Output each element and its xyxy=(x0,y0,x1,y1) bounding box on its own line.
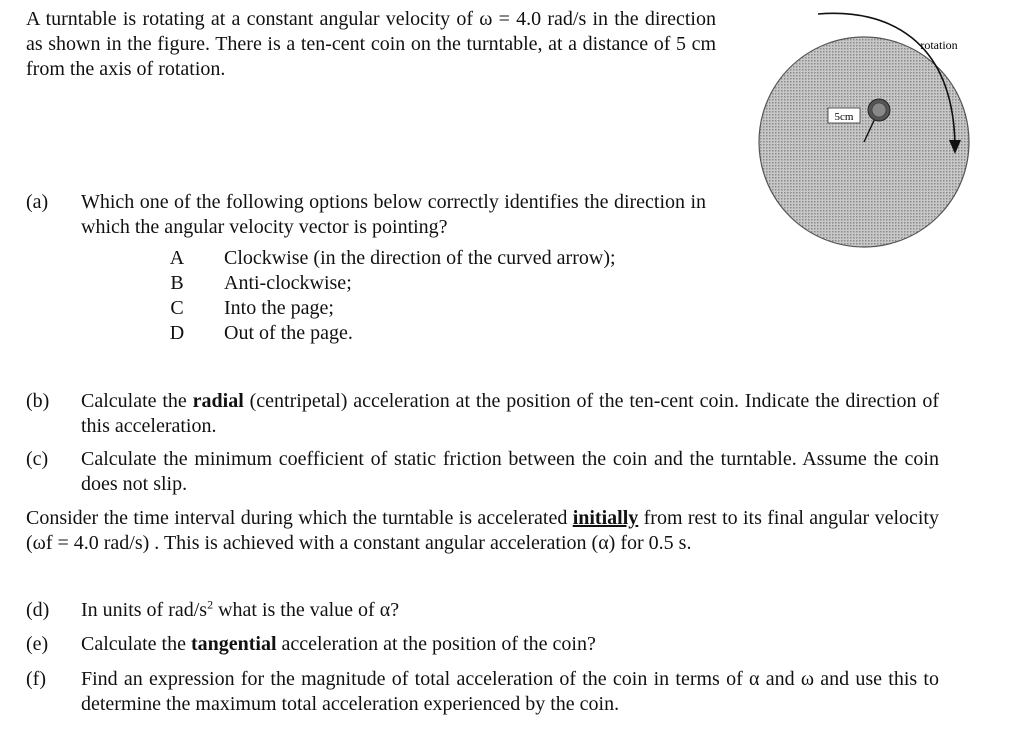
question-a-text: Which one of the following options below correctly identifies the direction in which the angular velocity vector is pointing? xyxy=(81,191,706,238)
option-a-letter: A xyxy=(169,247,185,269)
question-d-sup: 2 xyxy=(207,597,214,612)
question-e-label: (e) xyxy=(26,633,49,655)
question-b-post: (centripetal) acceleration at the position of the ten-cent coin. Indicate the direction of this acceleration. xyxy=(81,390,939,437)
question-b-pre: Calculate the xyxy=(81,390,193,412)
question-d-label: (d) xyxy=(26,599,50,621)
question-e-text xyxy=(81,632,939,657)
radius-label: 5cm xyxy=(834,111,854,123)
question-f-text: Find an expression for the magnitude of total acceleration of the coin in terms of α and ω and use this to determine the maximum total acceleration experienced by the coin. xyxy=(81,668,939,715)
question-d-post: what is the value of α? xyxy=(213,599,400,621)
question-c-label: (c) xyxy=(26,448,49,470)
rotation-label: rotation xyxy=(920,38,958,52)
turntable-figure xyxy=(718,0,1008,255)
option-c-letter: C xyxy=(170,297,184,319)
option-c-text: Into the page; xyxy=(224,297,334,319)
question-d-text xyxy=(81,598,939,623)
question-c-text: Calculate the minimum coefficient of static friction between the coin and the turntable. Assume the coin does not slip. xyxy=(81,448,939,495)
question-f-label: (f) xyxy=(26,668,46,690)
turntable-diagram xyxy=(718,0,1008,255)
question-e-bold: tangential xyxy=(190,633,277,655)
option-b-letter: B xyxy=(170,272,184,294)
option-b-text: Anti-clockwise; xyxy=(224,272,352,294)
consider-post: from rest to its final angular velocity (ωf = 4.0 rad/s) . This is achieved with a constant angular acceleration (α) for 0.5 s. xyxy=(26,507,939,554)
consider-paragraph xyxy=(26,506,939,556)
question-e-post: acceleration at the position of the coin? xyxy=(276,633,596,655)
question-b-label: (b) xyxy=(26,390,50,412)
option-d-letter: D xyxy=(169,322,185,344)
question-d-pre: In units of rad/s xyxy=(81,599,208,621)
question-b-text xyxy=(81,389,939,439)
option-a-text: Clockwise (in the direction of the curved arrow); xyxy=(224,247,616,269)
coin-face xyxy=(872,103,886,117)
consider-pre: Consider the time interval during which the turntable is accelerated xyxy=(26,507,573,529)
question-e-pre: Calculate the xyxy=(81,633,191,655)
problem-intro: A turntable is rotating at a constant angular velocity of ω = 4.0 rad/s in the direction as shown in the figure. There is a ten-cent coin on the turntable, at a distance of 5 cm from the axis of rotation. xyxy=(26,8,716,80)
question-b-bold: radial xyxy=(192,390,244,412)
consider-emph: initially xyxy=(572,507,639,529)
option-d-text: Out of the page. xyxy=(224,322,353,344)
question-a-label: (a) xyxy=(26,191,49,213)
